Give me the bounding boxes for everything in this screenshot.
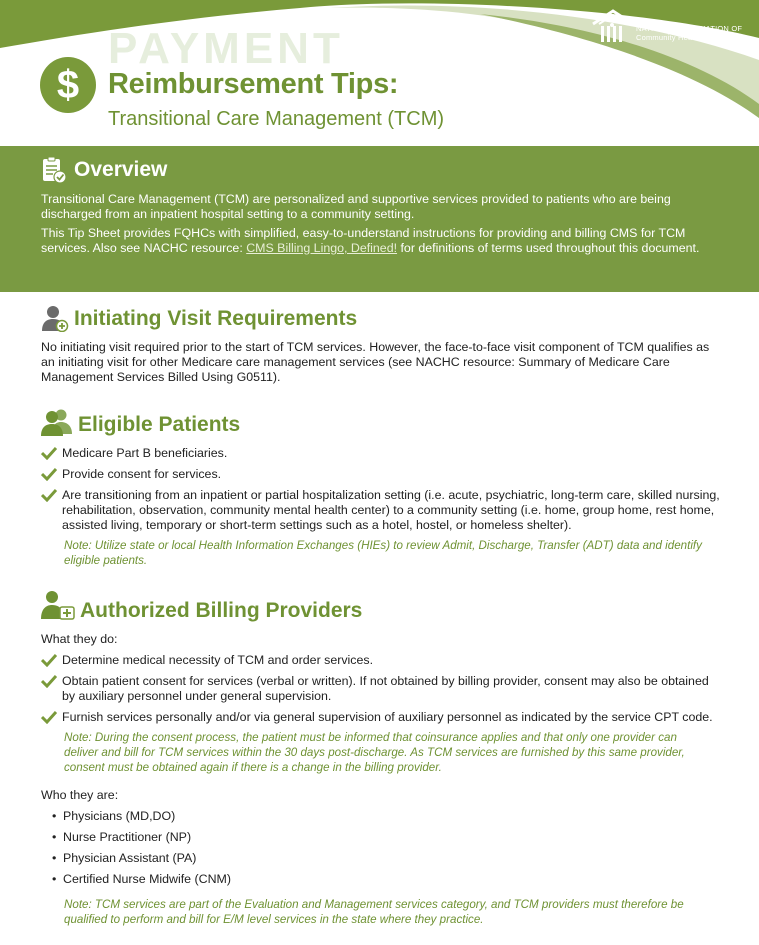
provider-type-text: Physician Assistant (PA) [63, 851, 197, 865]
page-subtitle: Transitional Care Management (TCM) [108, 108, 445, 130]
overview-p2-text: This Tip Sheet provides FQHCs with simplified, easy-to-understand instructions for providing and billing CMS for TCM services. Also see NACHC resource: [41, 226, 686, 255]
overview-paragraph-1: Transitional Care Management (TCM) are personalized and supportive services provided to patients who are being discharged from an inpatient hospital setting to a community setting. [41, 192, 671, 221]
provider-type-text: Certified Nurse Midwife (CNM) [63, 872, 231, 886]
logo-line1: NATIONAL ASSOCIATION OF [636, 24, 743, 33]
eligible-item-text: Medicare Part B beneficiaries. [62, 446, 228, 460]
checkmark-icon [41, 467, 57, 481]
eligible-note: Note: Utilize state or local Health Information Exchanges (HIEs) to review Admit, Discharge, Transfer (ADT) data and identify eligible patients. [64, 539, 702, 567]
page-header [0, 0, 759, 146]
page-title: Reimbursement Tips: [108, 68, 399, 100]
provider-type-text: Nurse Practitioner (NP) [63, 830, 192, 844]
checkmark-icon [41, 488, 57, 502]
initiating-visit-text: No initiating visit required prior to the start of TCM services. However, the face-to-face visit component of TCM qualifies as an initiating visit for other Medicare care management services (see NACHC resource: Summary of Medicare Care Management Services Billed Using G0511). [41, 340, 710, 384]
overview-section [0, 146, 759, 292]
checkmark-icon [41, 446, 57, 460]
person-plus-icon [41, 304, 69, 332]
provider-duty-text: Furnish services personally and/or via general supervision of auxiliary personnel as indicated by the service CPT code. [62, 710, 713, 724]
eligible-item-text: Provide consent for services. [62, 467, 222, 481]
overview-p2-tail: for definitions of terms used throughout this document. [397, 241, 700, 255]
checkmark-icon [41, 653, 57, 667]
em-services-note: Note: TCM services are part of the Evaluation and Management services category, and TCM providers must therefore be qualified to perform and bill for E/M level services in the state where they practice. [64, 898, 684, 926]
eligible-item-text: Are transitioning from an inpatient or partial hospitalization setting (i.e. acute, psychiatric, long-term care, skilled nursing, rehabilitation, observation, community mental health center) to a community setting (i.e. home, group home, rest home, assisted living, temporary or short-term settings such as a hotel, hostel, or homeless shelter). [62, 488, 720, 532]
house-logo-icon [590, 8, 636, 44]
consent-note: Note: During the consent process, the patient must be informed that coinsurance applies and that only one provider can deliver and bill for TCM services within the 30 days post-discharge. As TCM services are furnished by this same provider, consent must be obtained again if there is a change in the billing provider. [64, 731, 685, 774]
overview-paragraph-2 [41, 226, 721, 256]
checkmark-icon [41, 674, 57, 688]
cms-billing-lingo-link[interactable]: CMS Billing Lingo, Defined! [246, 241, 398, 255]
provider-medical-icon [41, 590, 75, 620]
checkmark-icon [41, 710, 57, 724]
provider-type-text: Physicians (MD,DO) [63, 809, 176, 823]
provider-duty-text: Obtain patient consent for services (verbal or written). If not obtained by billing provider, consent may also be obtained by auxiliary personnel under general supervision. [62, 674, 709, 703]
billing-providers-title: Authorized Billing Providers [80, 599, 363, 622]
who-they-are-label: Who they are: [41, 788, 119, 802]
what-they-do-label: What they do: [41, 632, 118, 646]
eligible-patients-title: Eligible Patients [78, 413, 241, 436]
header-kicker: PAYMENT [108, 24, 344, 73]
overview-title: Overview [74, 158, 168, 181]
dollar-icon: $ [40, 57, 96, 113]
logo-text [636, 24, 742, 42]
logo-line2: Community Health Centers® [636, 33, 737, 42]
provider-duty-text: Determine medical necessity of TCM and order services. [62, 653, 374, 667]
people-icon [41, 408, 73, 436]
initiating-visit-title: Initiating Visit Requirements [74, 307, 358, 330]
clipboard-check-icon [41, 156, 67, 184]
